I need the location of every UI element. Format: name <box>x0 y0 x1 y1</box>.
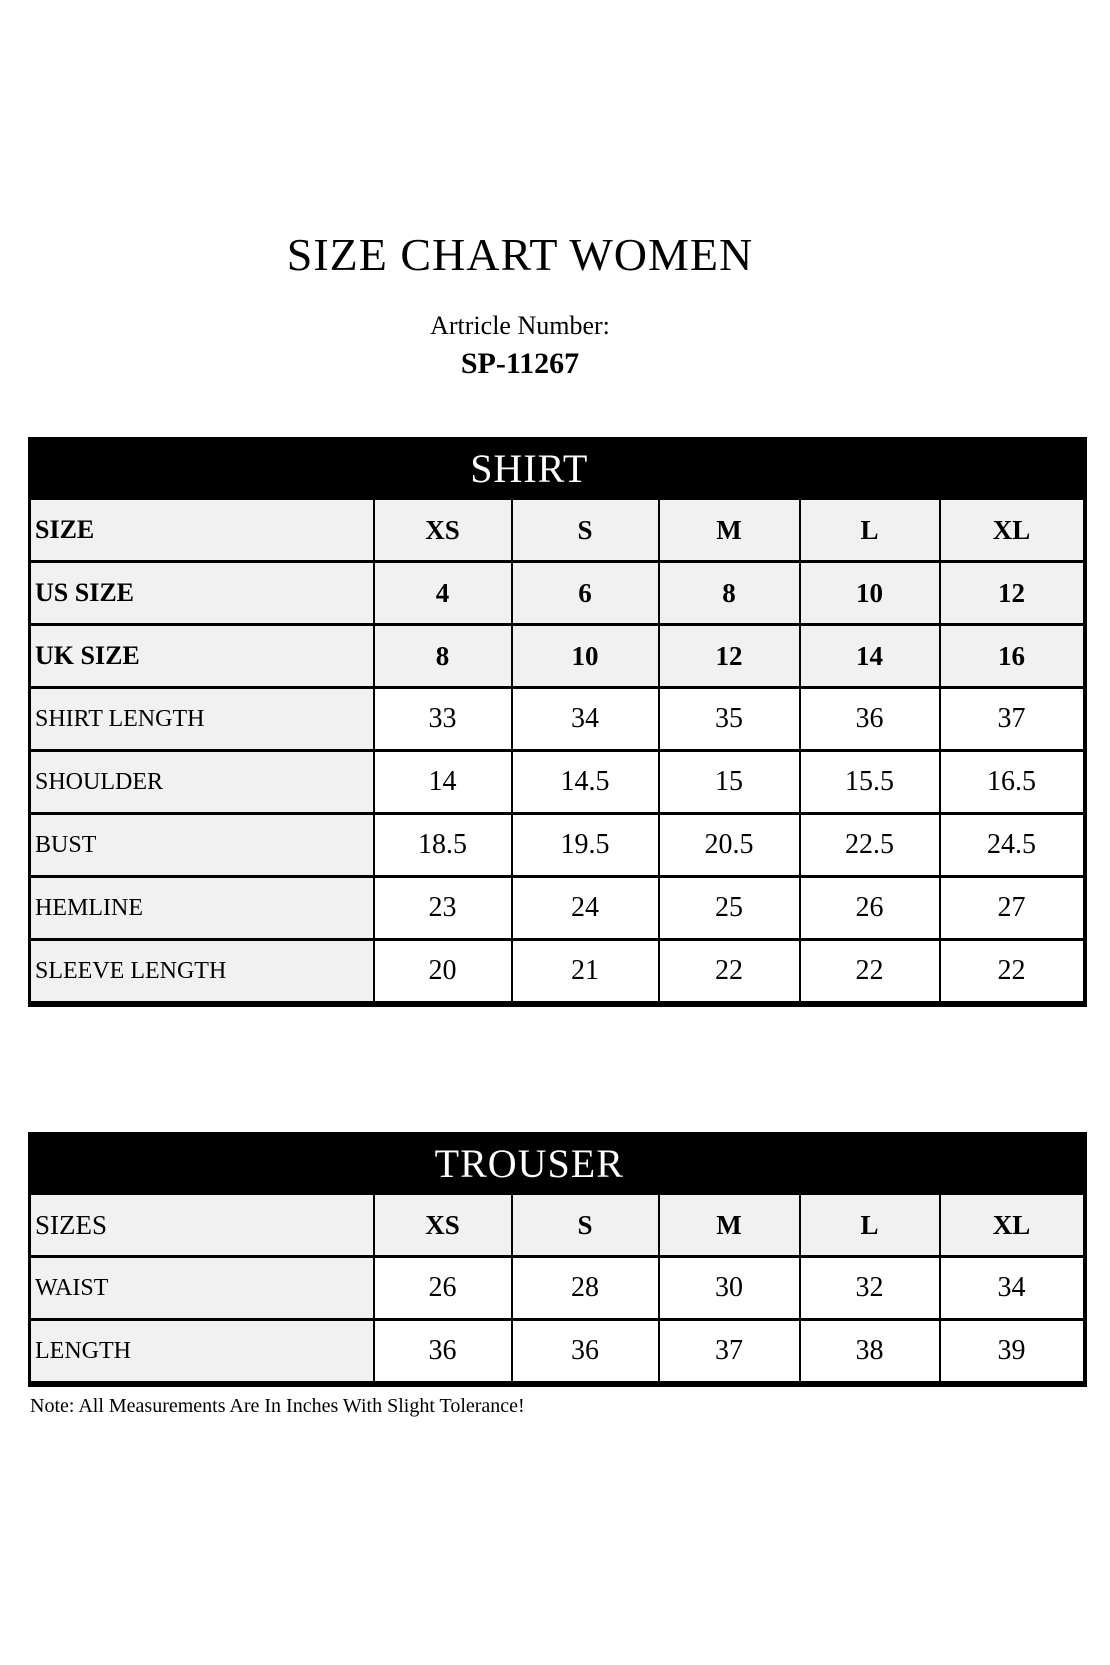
size-value-cell: 23 <box>374 877 512 940</box>
size-value-cell: 16.5 <box>940 751 1085 814</box>
size-value-cell: 37 <box>659 1320 800 1385</box>
size-value-cell: S <box>512 499 659 562</box>
size-value-cell: 27 <box>940 877 1085 940</box>
table-row <box>30 877 1085 940</box>
size-value-cell: 22 <box>800 940 940 1005</box>
size-value-cell: 26 <box>374 1257 512 1320</box>
size-value-cell: 12 <box>659 625 800 688</box>
size-value-cell: 22.5 <box>800 814 940 877</box>
size-value-cell: 14.5 <box>512 751 659 814</box>
size-value-cell: 24.5 <box>940 814 1085 877</box>
size-value-cell: L <box>800 499 940 562</box>
page-heading <box>0 228 1040 381</box>
size-value-cell: XS <box>374 1194 512 1257</box>
size-value-cell: 36 <box>512 1320 659 1385</box>
size-value-cell: 20.5 <box>659 814 800 877</box>
article-number-label: Artricle Number: <box>430 311 610 340</box>
size-value-cell: 24 <box>512 877 659 940</box>
size-value-cell: 10 <box>512 625 659 688</box>
size-value-cell: 21 <box>512 940 659 1005</box>
row-label-cell: BUST <box>30 814 374 877</box>
row-label-cell: WAIST <box>30 1257 374 1320</box>
row-label-cell: SIZE <box>30 499 374 562</box>
row-label-cell: SHIRT LENGTH <box>30 688 374 751</box>
row-label-cell: SLEEVE LENGTH <box>30 940 374 1005</box>
size-value-cell: 22 <box>940 940 1085 1005</box>
size-value-cell: 8 <box>374 625 512 688</box>
row-label-cell: US SIZE <box>30 562 374 625</box>
size-value-cell: 37 <box>940 688 1085 751</box>
size-value-cell: 4 <box>374 562 512 625</box>
table-row <box>30 751 1085 814</box>
size-value-cell: 35 <box>659 688 800 751</box>
size-value-cell: 32 <box>800 1257 940 1320</box>
size-value-cell: 16 <box>940 625 1085 688</box>
table-row <box>30 1257 1085 1320</box>
size-value-cell: 14 <box>374 751 512 814</box>
size-value-cell: 10 <box>800 562 940 625</box>
size-value-cell: 39 <box>940 1320 1085 1385</box>
table-row <box>30 940 1085 1005</box>
row-label-cell: LENGTH <box>30 1320 374 1385</box>
row-label-cell: UK SIZE <box>30 625 374 688</box>
size-value-cell: 26 <box>800 877 940 940</box>
size-value-cell: 36 <box>800 688 940 751</box>
size-value-cell: XL <box>940 499 1085 562</box>
measurement-note: Note: All Measurements Are In Inches With Slight Tolerance! <box>30 1395 525 1417</box>
row-label-cell: SHOULDER <box>30 751 374 814</box>
size-value-cell: 34 <box>512 688 659 751</box>
shirt-table-header-row <box>30 439 1085 499</box>
size-value-cell: 38 <box>800 1320 940 1385</box>
size-value-cell: 20 <box>374 940 512 1005</box>
size-value-cell: 12 <box>940 562 1085 625</box>
size-value-cell: 28 <box>512 1257 659 1320</box>
size-value-cell: 15 <box>659 751 800 814</box>
page-title: SIZE CHART WOMEN <box>286 229 754 280</box>
size-value-cell: 14 <box>800 625 940 688</box>
size-value-cell: XS <box>374 499 512 562</box>
size-value-cell: 15.5 <box>800 751 940 814</box>
table-row <box>30 562 1085 625</box>
size-value-cell: 18.5 <box>374 814 512 877</box>
shirt-table-header: SHIRT <box>30 439 1085 499</box>
size-value-cell: L <box>800 1194 940 1257</box>
table-row <box>30 1194 1085 1257</box>
size-value-cell: 19.5 <box>512 814 659 877</box>
table-row <box>30 814 1085 877</box>
size-value-cell: 22 <box>659 940 800 1005</box>
row-label-cell: SIZES <box>30 1194 374 1257</box>
table-row <box>30 1320 1085 1385</box>
size-value-cell: 30 <box>659 1257 800 1320</box>
size-value-cell: 36 <box>374 1320 512 1385</box>
size-value-cell: 34 <box>940 1257 1085 1320</box>
size-value-cell: XL <box>940 1194 1085 1257</box>
article-number-value: SP-11267 <box>460 347 580 380</box>
size-value-cell: 33 <box>374 688 512 751</box>
size-value-cell: M <box>659 499 800 562</box>
table-row <box>30 688 1085 751</box>
table-row <box>30 625 1085 688</box>
size-value-cell: 25 <box>659 877 800 940</box>
shirt-size-table <box>28 437 1087 1007</box>
table-row <box>30 499 1085 562</box>
trouser-size-table <box>28 1132 1087 1387</box>
size-value-cell: 6 <box>512 562 659 625</box>
size-value-cell: 8 <box>659 562 800 625</box>
size-value-cell: M <box>659 1194 800 1257</box>
size-value-cell: S <box>512 1194 659 1257</box>
row-label-cell: HEMLINE <box>30 877 374 940</box>
trouser-table-header: TROUSER <box>30 1134 1085 1194</box>
trouser-table-header-row <box>30 1134 1085 1194</box>
